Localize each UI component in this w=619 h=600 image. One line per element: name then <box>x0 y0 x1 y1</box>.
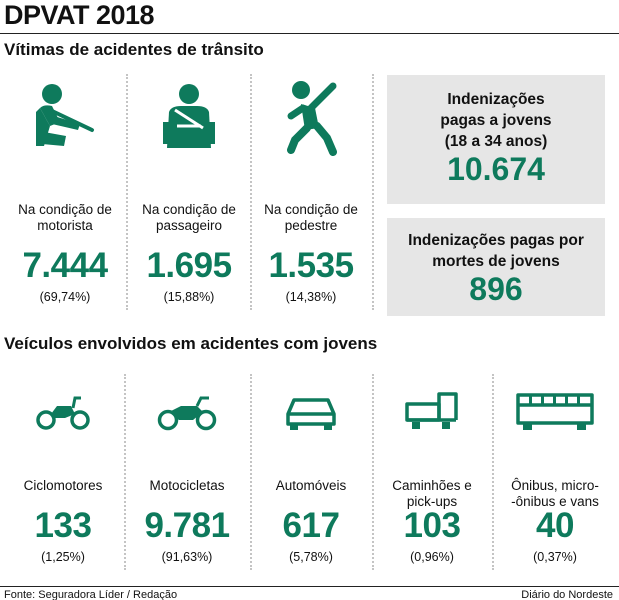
passenger-label-2: passageiro <box>155 218 223 233</box>
credit-note: Diário do Nordeste <box>521 589 613 600</box>
bus-value: 40 <box>536 506 574 545</box>
vehicle-bus <box>494 370 616 570</box>
motorcycle-icon <box>157 392 217 432</box>
bus-pct: (0,37%) <box>533 550 577 564</box>
moped-pct: (1,25%) <box>41 550 85 564</box>
motorcycle-value: 9.781 <box>144 506 230 545</box>
truck-value: 103 <box>403 506 461 545</box>
deaths-box-line1: Indenizações pagas por <box>408 232 584 249</box>
source-note: Fonte: Seguradora Líder / Redação <box>4 589 178 600</box>
young-box-line3: (18 a 34 anos) <box>444 133 548 150</box>
pedestrian-label-1: Na condição de <box>264 202 358 217</box>
victim-driver <box>4 70 126 310</box>
bus-label-2: -ônibus e vans <box>511 494 599 509</box>
passenger-pct: (15,88%) <box>163 290 215 304</box>
vehicle-motorcycle <box>126 370 248 570</box>
moped-icon <box>35 392 91 432</box>
column-divider <box>372 74 374 310</box>
moped-value: 133 <box>34 506 92 545</box>
bus-label-1: Ônibus, micro- <box>511 478 599 493</box>
car-icon <box>284 392 338 432</box>
truck-label-2: pick-ups <box>406 494 458 509</box>
passenger-icon <box>159 82 219 154</box>
car-value: 617 <box>282 506 340 545</box>
car-label-2: Automóveis <box>275 478 347 493</box>
vehicle-moped <box>4 370 122 570</box>
truck-label-1: Caminhões e <box>392 478 472 493</box>
bus-icon <box>515 392 595 432</box>
vehicles-heading: Veículos envolvidos em acidentes com jovens <box>4 334 378 353</box>
vehicle-car <box>252 370 370 570</box>
driver-pct: (69,74%) <box>39 290 91 304</box>
driver-icon <box>30 82 100 154</box>
driver-label-1: Na condição de <box>18 202 112 217</box>
victim-passenger <box>128 70 250 310</box>
young-box-line2: pagas a jovens <box>440 112 552 129</box>
pedestrian-value: 1.535 <box>268 246 354 285</box>
vehicle-truck <box>374 370 490 570</box>
passenger-label-1: Na condição de <box>142 202 236 217</box>
deaths-box-value: 896 <box>469 271 523 307</box>
motorcycle-label-2: Motocicletas <box>149 478 225 493</box>
moped-label-2: Ciclomotores <box>23 478 103 493</box>
page-title: DPVAT 2018 <box>4 0 155 30</box>
motorcycle-pct: (91,63%) <box>161 550 213 564</box>
victim-pedestrian <box>252 70 370 310</box>
driver-value: 7.444 <box>22 246 108 285</box>
victims-heading: Vítimas de acidentes de trânsito <box>4 40 264 59</box>
pedestrian-label-2: pedestre <box>284 218 338 233</box>
driver-label-2: motorista <box>37 218 93 233</box>
truck-pct: (0,96%) <box>410 550 454 564</box>
young-box-value: 10.674 <box>447 151 545 187</box>
car-pct: (5,78%) <box>289 550 333 564</box>
title-divider <box>0 33 619 34</box>
passenger-value: 1.695 <box>146 246 232 285</box>
young-indemnities-box <box>387 75 605 204</box>
pedestrian-icon <box>281 78 341 156</box>
young-box-line1: Indenizações <box>447 91 545 108</box>
death-indemnities-box <box>387 218 605 316</box>
deaths-box-line2: mortes de jovens <box>432 253 560 270</box>
footer-divider <box>0 586 619 587</box>
truck-icon <box>404 390 460 432</box>
pedestrian-pct: (14,38%) <box>285 290 337 304</box>
